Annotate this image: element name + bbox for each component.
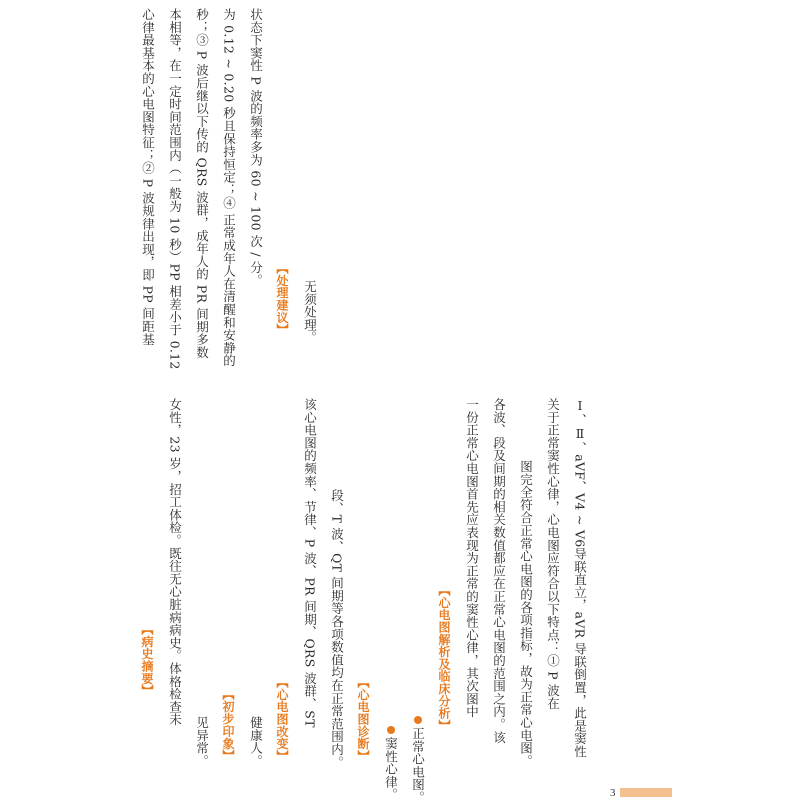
ecg-change-line-1: 该心电图的频率、节律、P 波、PR 间期、QRS 波群、ST [302,398,318,728]
right-text-line-3: 秒；③ P 波后继以下传的 QRS 波群，成年人的 PR 间期多数 [194,8,210,359]
right-text-line-4: 为 0.12 ~ 0.20 秒且保持恒定；④ 正常成年人在清醒和安静的 [221,8,237,368]
analysis-line-1: 一份正常心电图首先应表现为正常的窦性心律，其次图中 [464,398,480,718]
analysis-line-4: 关于正常窦性心律，心电图应符合以下特点：① P 波在 [545,398,561,710]
bullet-icon [387,726,395,734]
ecg-change-line-2: 段、T 波、QT 间期等各项数值均在正常范围内。 [329,489,345,769]
right-text-line-5: 状态下窦性 P 波的频率多为 60 ~ 100 次 / 分。 [248,8,264,287]
bullet-icon [414,716,422,724]
right-text-line-1: 心律最基本的心电图特征；② P 波规律出现，即 PP 间距基 [140,8,156,346]
page-number: 3 [610,787,616,799]
analysis-line-2: 各波、段及间期的相关数值都应在正常心电图的范围之内。该 [491,398,507,744]
history-line-2: 见异常。 [194,716,210,768]
diagnosis-item-2: 正常心电图。 [411,716,424,804]
advice-text: 无须处理。 [302,280,318,344]
right-text-line-2: 本相等，在一定时间范围内（一般为 10 秒）PP 相差小于 0.12 [167,8,183,370]
page-accent-bar [620,788,672,797]
advice-heading: 【处理建议】 [275,262,289,336]
analysis-line-3: 图完全符合正常心电图的各项指标，故为正常心电图。 [518,460,534,768]
analysis-line-5: Ⅰ、Ⅱ、aVF、V4 ~ V6导联直立，aVR 导联倒置，此是窦性 [572,398,588,758]
history-heading: 【病史摘要】 [140,623,154,697]
diagnosis-heading: 【心电图诊断】 [356,676,370,763]
analysis-heading: 【心电图解析及临床分析】 [437,584,451,732]
diagnosis-item-1: 窦性心律。 [384,726,397,801]
ecg-change-heading: 【心电图改变】 [275,676,289,763]
history-line-1: 女性，23 岁，招工体检。既往无心脏病病史。体格检查未 [167,398,183,726]
impression-text: 健康人。 [248,716,264,768]
impression-heading: 【初步印象】 [221,688,235,762]
